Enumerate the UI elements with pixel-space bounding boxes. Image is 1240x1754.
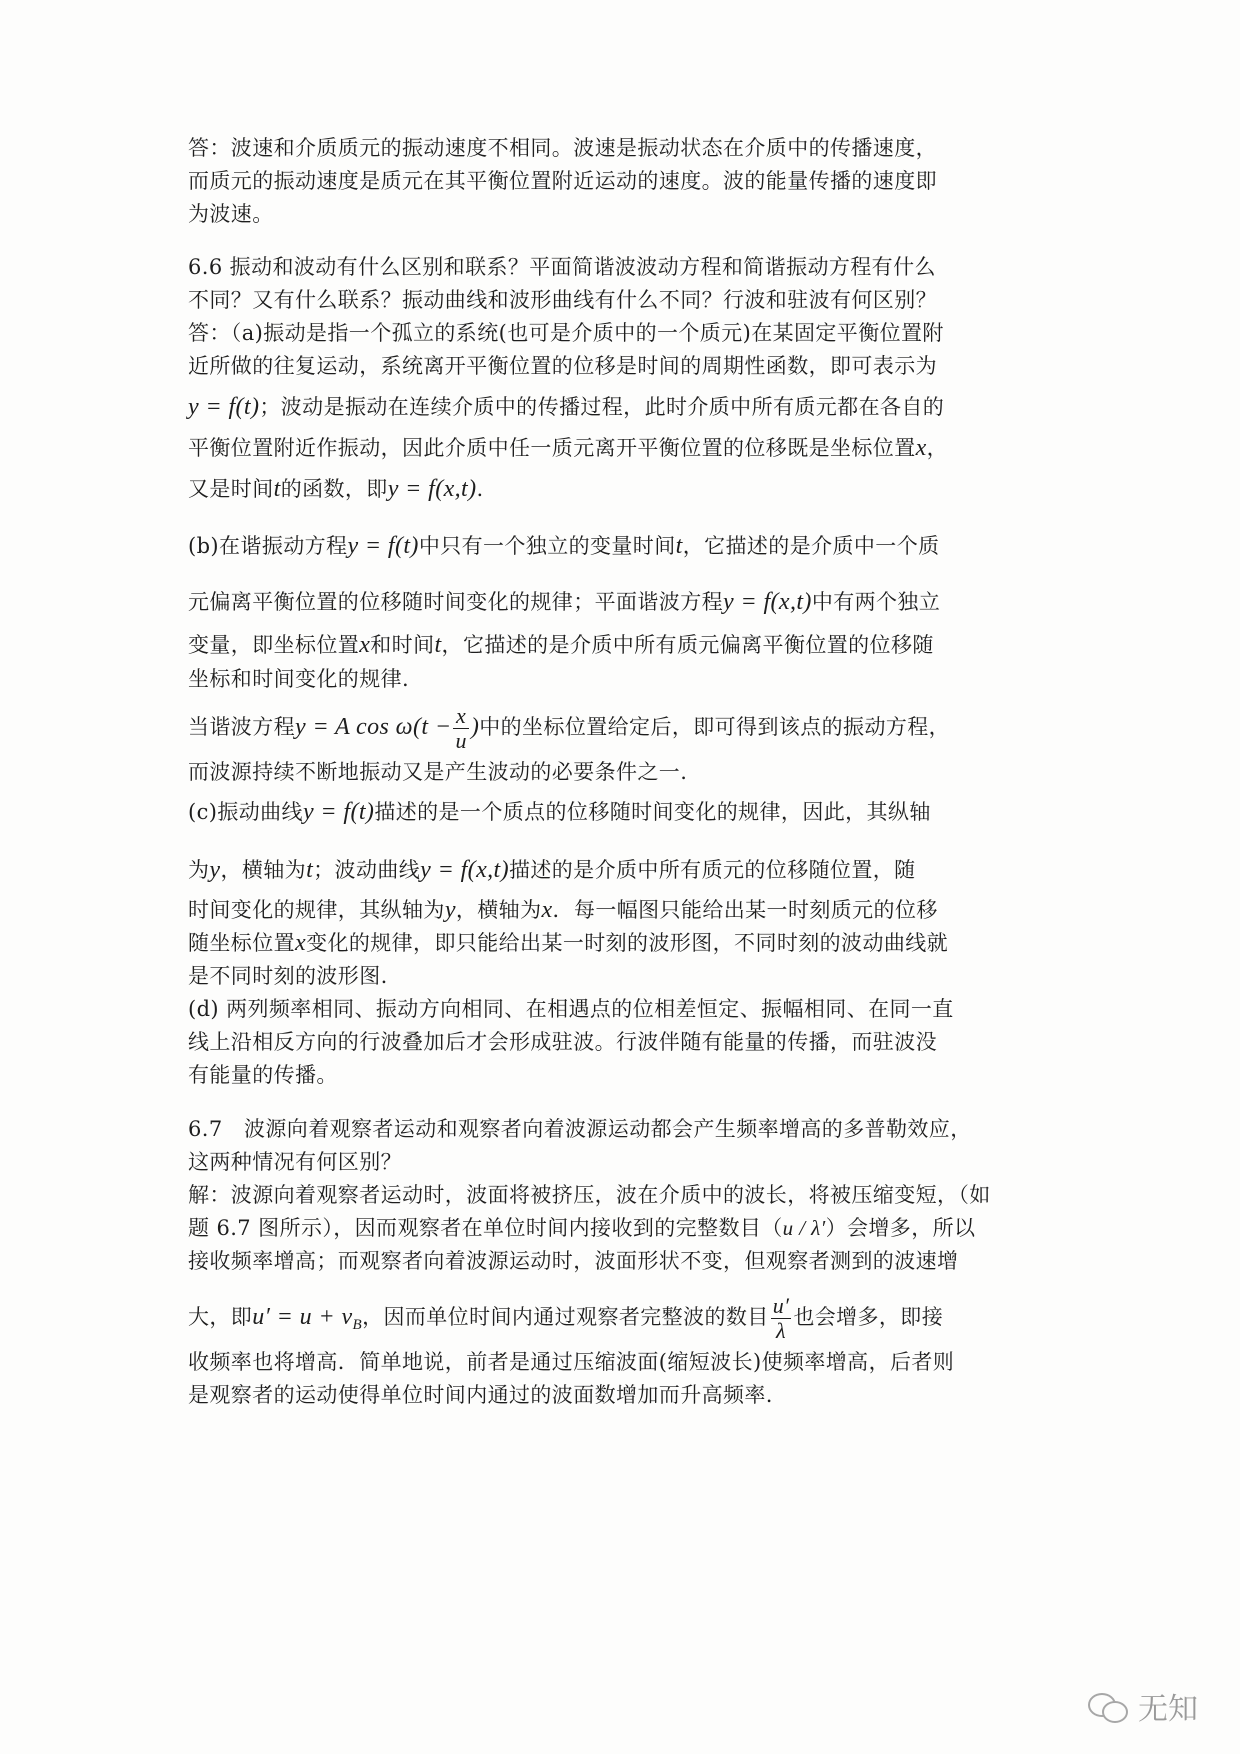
text-segment: 也会增多，即接 — [793, 1305, 944, 1329]
fraction-numerator: u′ — [772, 1293, 790, 1318]
formula: ) — [470, 714, 480, 740]
text-segment: 为 — [188, 858, 210, 882]
text-line: 收频率也将增高．简单地说，前者是通过压缩波面(缩短波长)使频率增高，后者则 — [188, 1350, 955, 1374]
text-line: 而质元的振动速度是质元在其平衡位置附近运动的速度。波的能量传播的速度即 — [188, 169, 937, 193]
text-line: 近所做的往复运动，系统离开平衡位置的位移是时间的周期性函数，即可表示为 — [188, 354, 937, 378]
text-segment: 又是时间 — [188, 477, 274, 501]
text-segment: 变化的规律，即只能给出某一时刻的波形图，不同时刻的波动曲线就 — [306, 931, 949, 955]
watermark — [1086, 1684, 1198, 1728]
fraction-denominator: λ — [776, 1318, 786, 1343]
text-segment: ，它描述的是介质中一个质 — [682, 534, 940, 558]
text-line: 线上沿相反方向的行波叠加后才会形成驻波。行波伴随有能量的传播，而驻波没 — [188, 1030, 937, 1054]
text-line: 坐标和时间变化的规律. — [188, 667, 410, 691]
text-segment: ，它描述的是介质中所有质元偏离平衡位置的位移随 — [441, 633, 934, 657]
text-segment: 中的坐标位置给定后，即可得到该点的振动方程， — [479, 715, 951, 739]
text-line — [188, 797, 931, 827]
text-segment: 描述的是介质中所有质元的位移随位置，随 — [508, 858, 916, 882]
formula: y = A cos ω(t − — [295, 714, 452, 740]
text-segment: 题 6.7 图所示），因而观察者在单位时间内接收到的完整数目（ — [188, 1216, 783, 1240]
formula: y — [209, 857, 221, 883]
text-segment: ．每一幅图只能给出某一时刻质元的位移 — [552, 898, 938, 922]
fraction — [453, 704, 468, 753]
text-segment: 中只有一个独立的变量时间 — [418, 534, 676, 558]
formula: y — [444, 897, 456, 923]
formula: x — [359, 632, 371, 658]
text-line: 不同？又有什么联系？振动曲线和波形曲线有什么不同？行波和驻波有何区别？ — [188, 288, 937, 312]
text-segment: (c)振动曲线 — [188, 800, 303, 824]
text-segment: . — [476, 477, 484, 501]
text-line: 答：（a)振动是指一个孤立的系统(也可是介质中的一个质元)在某固定平衡位置附 — [188, 321, 944, 345]
text-segment: ；波动是振动在连续介质中的传播过程，此时介质中所有质元都在各自的 — [259, 395, 945, 419]
text-line: 是观察者的运动使得单位时间内通过的波面数增加而升高频率. — [188, 1383, 773, 1407]
text-line — [188, 895, 938, 925]
text-segment: ，横轴为 — [455, 898, 542, 922]
fraction — [771, 1294, 792, 1343]
formula: x — [541, 897, 553, 923]
formula: y = f(t) — [188, 394, 260, 420]
text-segment: 元偏离平衡位置的位移随时间变化的规律；平面谐波方程 — [188, 590, 723, 614]
fraction-numerator: x — [453, 704, 468, 729]
formula: y = f(t) — [302, 799, 375, 825]
watermark-text: 无知 — [1138, 1692, 1198, 1727]
text-segment: ， — [926, 436, 949, 460]
text-segment: 和时间 — [370, 633, 435, 657]
text-line — [188, 392, 944, 422]
text-segment: 时间变化的规律，其纵轴为 — [188, 898, 445, 922]
text-segment: ，因而单位时间内通过观察者完整波的数目 — [362, 1305, 769, 1329]
formula: y = f(t) — [347, 533, 419, 559]
text-line: (d) 两列频率相同、振动方向相同、在相遇点的位相差恒定、振幅相同、在同一直 — [188, 997, 954, 1021]
text-segment: ）会增多，所以 — [825, 1216, 976, 1240]
text-line — [188, 855, 916, 885]
text-line: 而波源持续不断地振动又是产生波动的必要条件之一. — [188, 760, 688, 784]
formula-subscript: B — [352, 1317, 363, 1334]
text-line — [188, 433, 948, 463]
text-line — [188, 474, 484, 504]
formula: y = f(x,t) — [420, 857, 509, 883]
fraction-denominator: u — [455, 728, 467, 753]
text-segment: (b)在谐振动方程 — [188, 534, 348, 558]
text-line — [188, 531, 940, 561]
text-line — [188, 928, 948, 958]
text-segment: 平衡位置附近作振动，因此介质中任一质元离开平衡位置的位移既是坐标位置 — [188, 436, 916, 460]
text-segment: 当谐波方程 — [188, 715, 295, 739]
text-segment: ，横轴为 — [220, 858, 307, 882]
formula: x — [915, 435, 927, 461]
text-line: 解：波源向着观察者运动时，波面将被挤压，波在介质中的波长，将被压缩变短，（如 — [188, 1183, 991, 1207]
text-line — [188, 587, 940, 617]
question-heading: 6.6 振动和波动有什么区别和联系？平面简谐波波动方程和简谐振动方程有什么 — [188, 255, 936, 279]
text-segment: 随坐标位置 — [188, 931, 295, 955]
formula: y = f(x,t) — [723, 589, 812, 615]
formula: x — [295, 930, 307, 956]
text-line: 接收频率增高；而观察者向着波源运动时，波面形状不变，但观察者测到的波速增 — [188, 1249, 959, 1273]
text-segment: 大，即 — [188, 1305, 253, 1329]
formula: t — [434, 632, 442, 658]
text-line: 为波速。 — [188, 202, 274, 226]
text-line — [188, 630, 934, 660]
formula: y = f(x,t) — [387, 476, 477, 502]
text-line: 答：波速和介质质元的振动速度不相同。波速是振动状态在介质中的传播速度， — [188, 136, 937, 160]
text-segment: 描述的是一个质点的位移随时间变化的规律，因此，其纵轴 — [374, 800, 931, 824]
formula: u′ = u + v — [252, 1304, 353, 1330]
text-segment: 中有两个独立 — [811, 590, 941, 614]
text-line: 有能量的传播。 — [188, 1063, 338, 1087]
text-line — [188, 1290, 943, 1352]
formula: u / λ′ — [782, 1216, 826, 1240]
formula: t — [675, 533, 683, 559]
text-line — [188, 1213, 975, 1243]
text-segment: 变量，即坐标位置 — [188, 633, 360, 657]
wechat-icon — [1086, 1689, 1130, 1723]
text-line: 是不同时刻的波形图. — [188, 964, 388, 988]
text-line — [188, 700, 950, 754]
text-line: 这两种情况有何区别？ — [188, 1150, 402, 1174]
text-segment: ；波动曲线 — [313, 858, 421, 882]
text-segment: 的函数，即 — [280, 477, 388, 501]
formula: t — [306, 857, 314, 883]
formula: t — [273, 476, 281, 502]
question-heading: 6.7 波源向着观察者运动和观察者向着波源运动都会产生频率增高的多普勒效应， — [188, 1117, 972, 1141]
